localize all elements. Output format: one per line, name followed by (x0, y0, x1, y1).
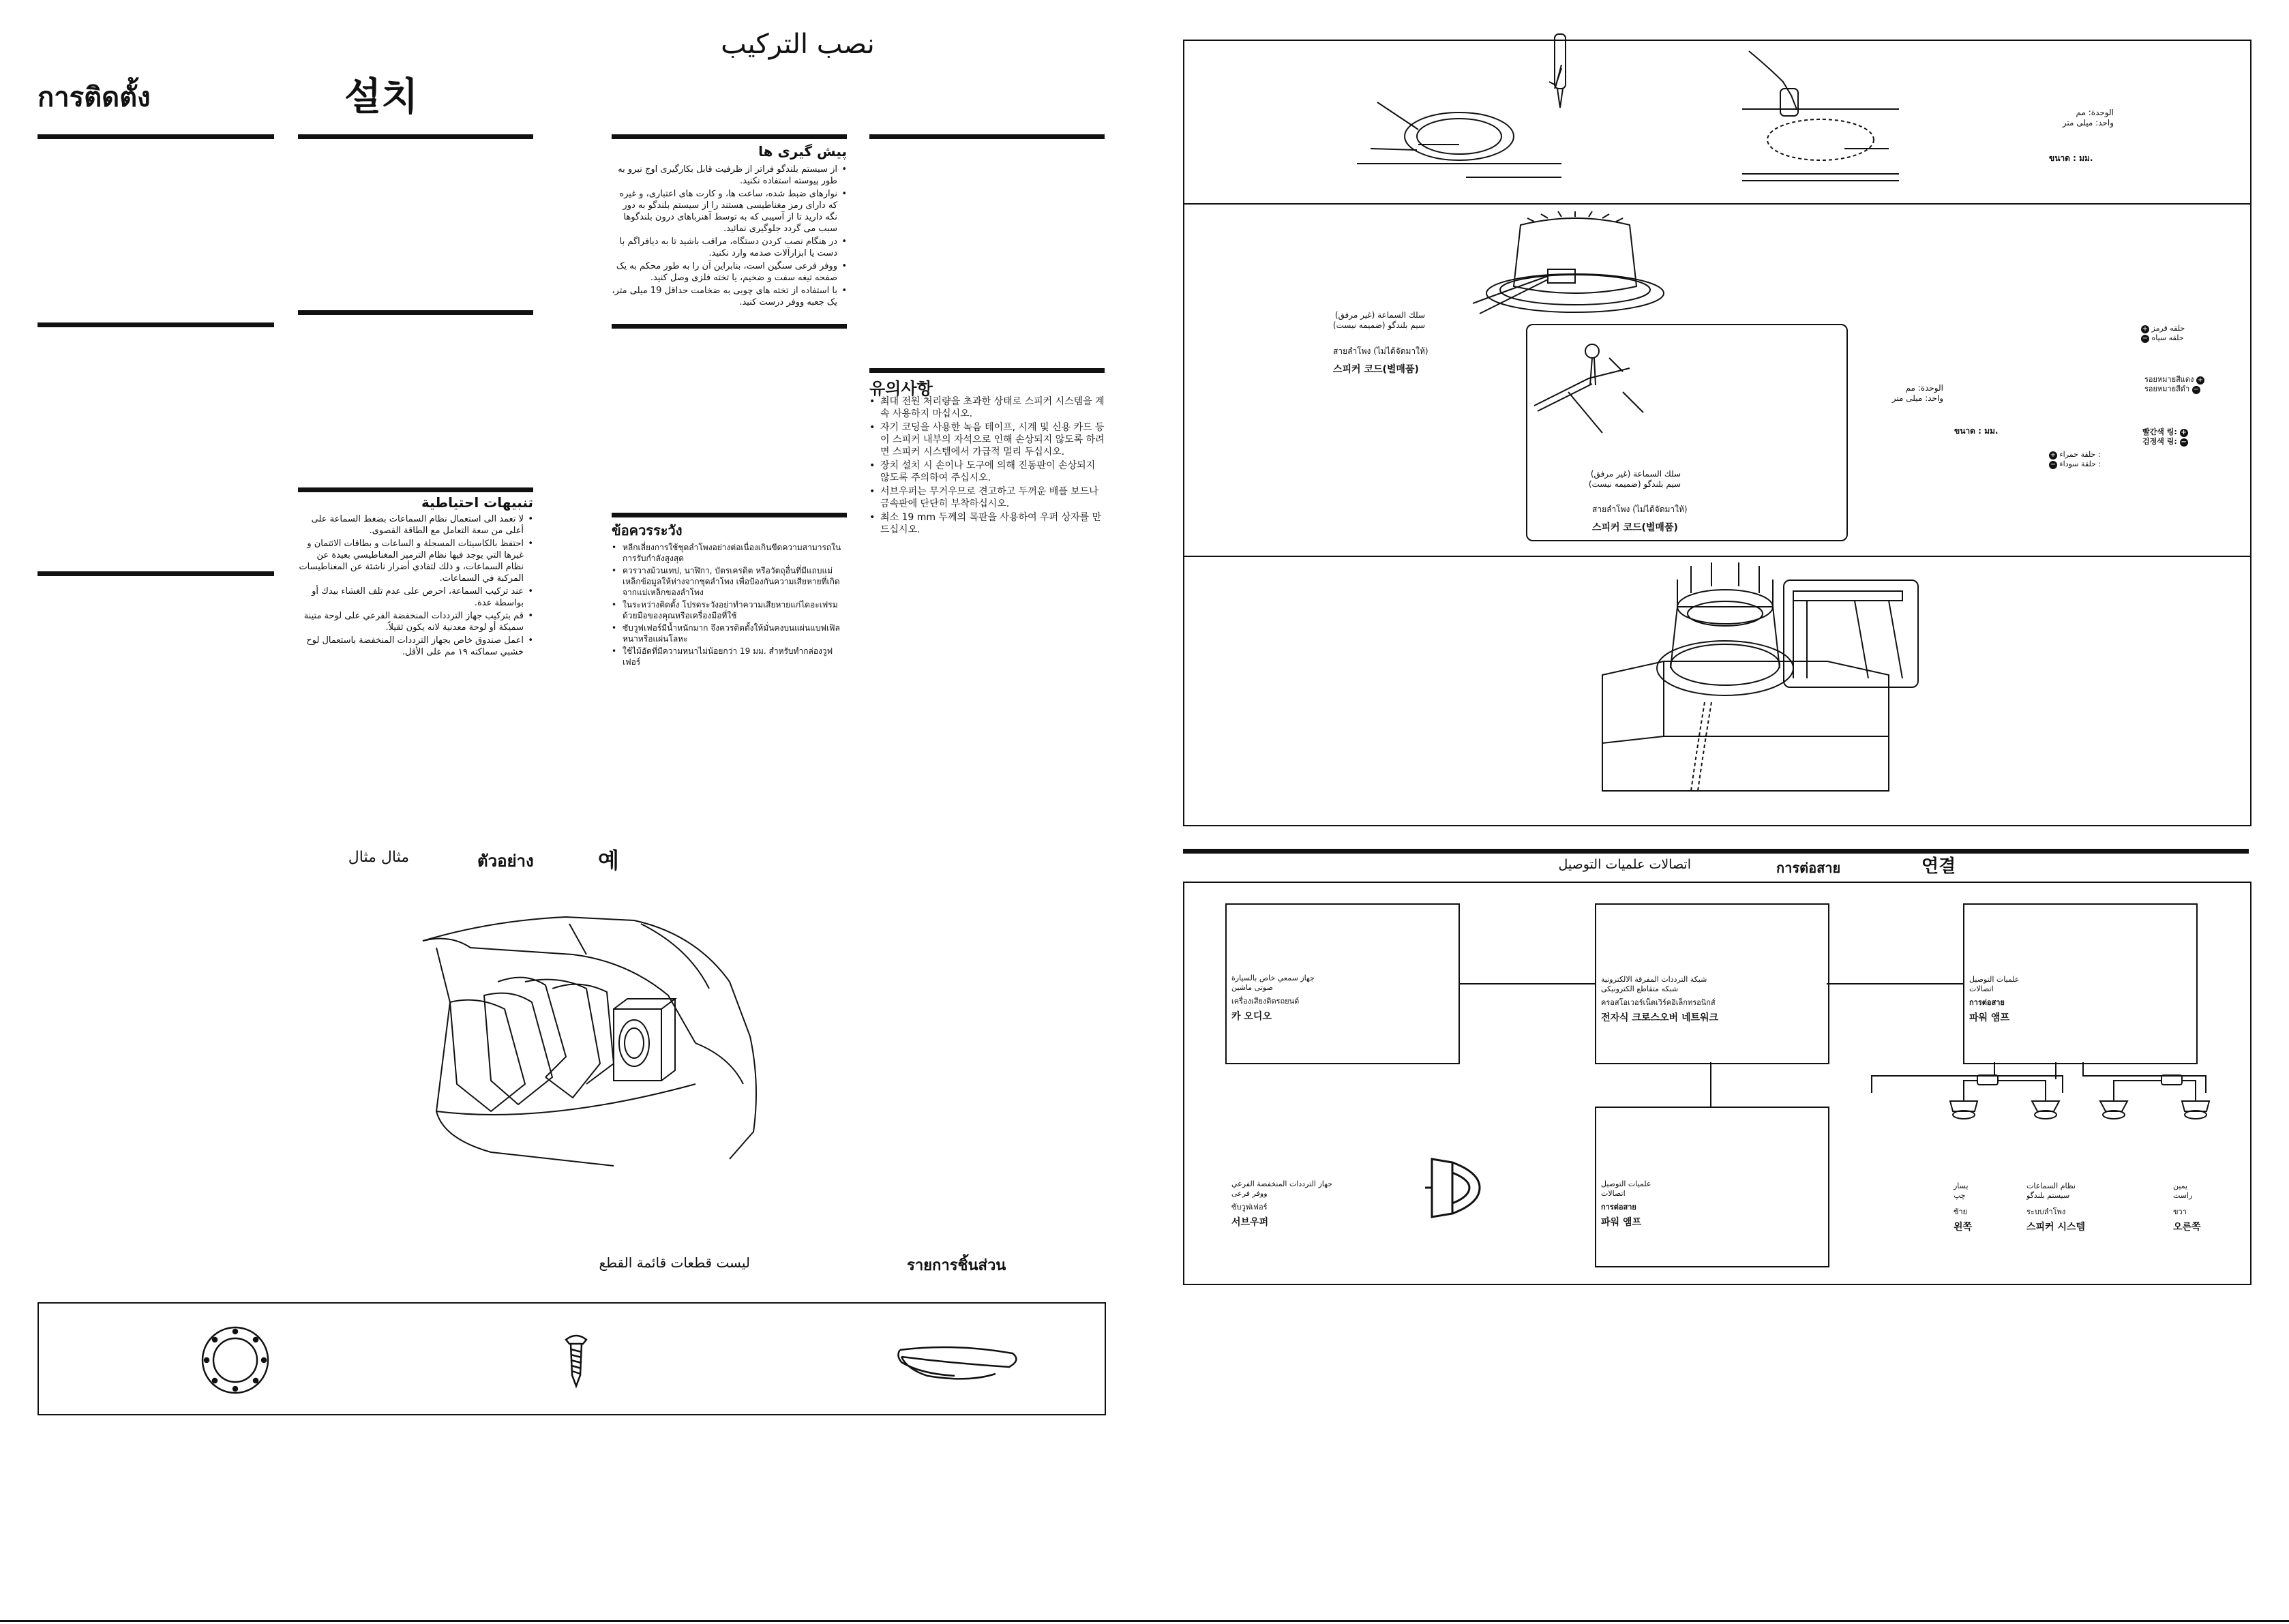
right-labels (2173, 1182, 2221, 1233)
sub-ar: جهاز الترددات المنخفضة الفرعي (1231, 1179, 1332, 1188)
left-fa: یسار (1954, 1182, 1969, 1190)
rule-col1-top (38, 134, 274, 139)
right-fa: راست (2173, 1191, 2193, 1200)
list-item: • از سیستم بلندگو فراتر از ظرفیت قابل بکارگیری اوج نیرو به طور پیوسته استفاده نکنید. (612, 164, 847, 187)
sub-fa: ووفر فرعی (1231, 1189, 1268, 1198)
speaker-cord-th-1: สายลำโพง (ไม่ได้จัดมาให้) (1333, 346, 1428, 356)
rule-col4-top (869, 134, 1105, 139)
list-item: • لا تعمد الى استعمال نظام السماعات بضغط السماعة على أعلى من سعة التعامل مع الطاقة القصوى. (298, 513, 533, 537)
list-item: • اعمل صندوق خاص بجهاز الترددات المنخفضة باستعمال لوح خشبي سماكته ١٩ مم على الأقل. (298, 635, 533, 658)
install-divider-1 (1184, 203, 2250, 205)
left-ko: 왼쪽 (1954, 1222, 1973, 1233)
mounting-detail-illustration (1786, 583, 1913, 682)
polarity-top-thai (2144, 375, 2240, 394)
cutout-marking-illustration (1357, 68, 1561, 184)
farsi-precautions-list (612, 164, 847, 310)
list-item: • با استفاده از تخته های چوبی به ضخامت حداقل 19 میلی متر، یک جعبه ووفر درست کنید. (612, 285, 847, 308)
minus-icon: − (2142, 335, 2149, 342)
thai-precautions-title: ข้อควรระวัง (612, 522, 683, 539)
rule-col4-mid (869, 368, 1105, 373)
cord-ar: سلك السماعة (غير مرفق) (1334, 310, 1425, 320)
polarity-ko-minus: 검정색 링: (2142, 437, 2177, 446)
rule-col3-top (612, 134, 847, 139)
spk-fa: سیستم بلندگو (2026, 1191, 2070, 1200)
right-ar: يمين (2173, 1182, 2188, 1190)
korean-precautions-list (869, 395, 1105, 537)
polarity-ar-plus: حلقه قرمز (2151, 324, 2185, 333)
amp-th: การต่อสาย (1969, 998, 2005, 1007)
right-ko: 오른쪽 (2173, 1222, 2201, 1233)
unit-fa: واحد: میلی متر (1891, 393, 1943, 403)
list-item: • ในระหว่างติดตั้ง โปรดระวังอย่าทำความเสียหายแก่ไดอะเฟรมด้วยมือของคุณหรือเครื่องมือที่ใช้ (612, 599, 847, 621)
car-audio-fa: صوتی ماشین (1231, 983, 1273, 992)
plus-icon: + (2197, 376, 2204, 384)
spk-th: ระบบลำโพง (2026, 1207, 2066, 1216)
speaker-cord-label-2 (1517, 469, 1681, 490)
list-item: • ควรวางม้วนเทป, นาฬิกา, บัตรเครดิต หรือวัตถุอื่นที่มีแถบแม่เหล็กข้อมูลให้ห่างจากชุดลำโพง เพื่อป้องกันความเสียหายที่เกิดจากแม่เหล็กของลำโพง (612, 565, 847, 598)
plus-icon: + (2142, 325, 2149, 333)
car-audio-th: เครื่องเสียงติดรถยนต์ (1231, 997, 1300, 1006)
sub-th: ซับวูฟเฟอร์ (1231, 1203, 1268, 1212)
list-item: • ซับวูฟเฟอร์มีน้ำหนักมาก จึงควรติดตั้งให้มั่นคงบนแผ่นแบฟเฟิลหนาหรือแผ่นโลหะ (612, 622, 847, 644)
crossover-fa: شبکه متقاطع الکترونیکی (1601, 984, 1679, 993)
car-audio-ko: 카 오디오 (1231, 1011, 1272, 1022)
unit-fa: واحد: میلی متر (2062, 118, 2114, 127)
minus-icon: − (2193, 386, 2199, 393)
cutting-illustration (1742, 48, 1899, 184)
amp-ko: 파워 앰프 (1969, 1012, 2009, 1023)
left-th: ซ้าย (1954, 1207, 1968, 1216)
car-illustration (409, 907, 764, 1173)
subwoofer-icon (1425, 1156, 1486, 1220)
list-item: • หลีกเลี่ยงการใช้ชุดลำโพงอย่างต่อเนื่องเกินขีดความสามารถในการรับกำลังสูงสุด (612, 542, 847, 564)
thai-title: การติดตั้ง (38, 82, 151, 113)
crossover-ko: 전자식 크로스오버 네트워크 (1601, 1012, 1719, 1023)
polarity-ar-minus: حلقة سوداء : (2059, 460, 2101, 468)
plus-icon: + (2181, 429, 2187, 436)
rule-col2-mid (298, 310, 533, 315)
arabic-precautions-title: تنبيهات احتياطية (421, 494, 533, 511)
speaker-cord-th-2: สายลำโพง (ไม่ได้จัดมาให้) (1592, 505, 1688, 514)
spk-ar: نظام السماعات (2026, 1182, 2076, 1190)
spk-ko: 스피커 시스템 (2026, 1222, 2086, 1233)
plus-icon: + (2050, 451, 2056, 459)
amp-ko: 파워 앰프 (1601, 1217, 1641, 1228)
farsi-precautions-title: پیش گیری ها (758, 143, 847, 160)
polarity-th-minus: รอยหมายสีดำ (2144, 385, 2190, 393)
unit-label-1 (2011, 108, 2114, 128)
unit-th-2: ขนาด : มม. (1954, 426, 1999, 436)
power-amp-top-labels (1969, 975, 2106, 1024)
polarity-ko-plus: 빨간색 링: (2142, 427, 2177, 436)
list-item: • 최소 19 mm 두께의 목판을 사용하여 우퍼 상자를 만드십시오. (869, 511, 1105, 536)
unit-label-2 (1841, 383, 1943, 404)
rule-col3-thai (612, 513, 847, 517)
korean-precautions-title: 유의사항 (869, 379, 933, 398)
crossover-th: ครอสโอเวอร์เน็ตเวิร์คอิเล็กทรอนิกส์ (1601, 998, 1716, 1007)
amp-th: การต่อสาย (1601, 1203, 1636, 1212)
parts-list-thai: รายการชิ้นส่วน (907, 1257, 1006, 1274)
crossover-labels (1601, 975, 1765, 1024)
mounting-ring-icon (198, 1326, 273, 1394)
connection-rule (1183, 849, 2249, 854)
terminal-detail-illustration (1527, 331, 1705, 433)
amp-fa: اتصالات (1601, 1189, 1626, 1198)
polarity-bottom-korean (2142, 427, 2238, 447)
minus-icon: − (2181, 438, 2187, 446)
connection-arabic: اتصالات علميات التوصيل (1558, 857, 1691, 872)
unit-ar: الوحدة: مم (2076, 108, 2114, 117)
speaker-wiring-illustration (1473, 211, 1671, 320)
sub-ko: 서브우퍼 (1231, 1217, 1269, 1228)
list-item: • 서브우퍼는 무거우므로 견고하고 두꺼운 배플 보드나 금속판에 단단히 부착하십시오. (869, 485, 1105, 510)
list-item: • در هنگام نصب کردن دستگاه، مراقب باشید تا به دیافراگم با دست یا ابزارآلات صدمه وارد نکنید. (612, 236, 847, 259)
speaker-system-icons (1950, 1074, 2209, 1122)
korean-title: 설치 (344, 75, 419, 119)
list-item: • ووفر فرعی سنگین است، بنابراین آن را به طور محکم به یک صفحه تیغه سفت و ضخیم، یا تخته فلزی وصل کنید. (612, 260, 847, 284)
unit-th-1: ขนาด : มม. (2049, 153, 2093, 163)
left-ar: چپ (1954, 1191, 1966, 1200)
amp-ar: علميات التوصيل (1969, 975, 2020, 984)
right-th: ขวา (2173, 1207, 2187, 1216)
cord-bundle-icon (893, 1336, 1023, 1384)
rule-col1-mid (38, 322, 274, 327)
parts-list-arabic: ليست قطعات قائمة القطع (599, 1254, 750, 1271)
arabic-precautions-list (298, 513, 533, 659)
polarity-top (2141, 324, 2223, 343)
amp-ar: علميات التوصيل (1601, 1179, 1651, 1188)
cord-fa: سیم بلندگو (ضمیمه نیست) (1332, 320, 1425, 330)
example-thai: ตัวอย่าง (477, 852, 534, 871)
list-item: • 장치 설치 시 손이나 도구에 의해 진동판이 손상되지 않도록 주의하여 주십시오. (869, 460, 1105, 484)
list-item: • 자기 코딩을 사용한 녹음 테이프, 시계 및 신용 카드 등이 스피커 내부의 자석으로 인해 손상되지 않도록 하려면 스피커 시스템에서 가급적 멀리 두십시오. (869, 421, 1105, 458)
list-item: • ใช้ไม้อัดที่มีความหนาไม่น้อยกว่า 19 มม. สำหรับทำกล่องวูฟเฟอร์ (612, 646, 847, 667)
minus-icon: − (2050, 461, 2056, 468)
speaker-cord-ko-1: 스피커 코드(별매품) (1333, 364, 1419, 375)
rule-col2-arabic (298, 487, 533, 492)
polarity-th-plus: รอยหมายสีแดง (2144, 375, 2194, 384)
connection-thai: การต่อสาย (1776, 860, 1841, 876)
car-audio-labels (1231, 974, 1368, 1023)
drill-icon (1548, 27, 1572, 109)
install-divider-2 (1184, 556, 2250, 557)
rule-col2-top (298, 134, 533, 139)
polarity-bottom-arabic (2049, 450, 2131, 469)
rule-col1-low (38, 571, 274, 576)
page-bottom-rule (0, 1620, 2289, 1622)
thai-precautions-list (612, 542, 847, 669)
subwoofer-labels (1231, 1179, 1368, 1229)
speaker-cord-ko-2: 스피커 코드(별매품) (1592, 522, 1678, 533)
power-amp-bottom-labels (1601, 1179, 1737, 1229)
polarity-ar-minus: حلقه سیاه (2151, 333, 2184, 342)
example-korean: 예 (598, 847, 619, 873)
left-labels (1954, 1182, 2001, 1233)
list-item: • نوارهای ضبط شده، ساعت ها، و کارت های اعتباری، و غیره که دارای رمز مغناطیسی هستند را از سیستم بلندگو به دور نگه دارید تا از آسیبی که به توسط آهنرباهای درون بلندگوها سبب می گردد جلوگیری نمائید. (612, 188, 847, 235)
list-item: • احتفظ بالكاسيتات المسجلة و الساعات و بطاقات الائتمان و غيرها التي يوجد فيها نظام الترميز المغناطيسي بعيدة عن نظام السماعات، و ذلك لتفادي أضرار ناشئة عن المغناطيسات المركبة في السماعات. (298, 538, 533, 584)
list-item: • عند تركيب السماعة، احرص على عدم تلف الغشاء بيدك أو بواسطة عدة. (298, 586, 533, 609)
speaker-cord-label-1 (1255, 310, 1425, 331)
screw-icon (563, 1333, 590, 1387)
arabic-title: نصب التركيب (721, 29, 875, 60)
list-item: • 최대 전원 처리량을 초과한 상태로 스피커 시스템을 계속 사용하지 마십시오. (869, 395, 1105, 420)
polarity-ar-plus: حلقة حمراء : (2059, 450, 2101, 459)
unit-ar: الوحدة: مم (1905, 383, 1943, 393)
rule-col3-mid (612, 324, 847, 329)
example-arabic: مثال مثال (348, 849, 409, 866)
speaker-system-labels (2026, 1182, 2108, 1233)
cord-ar: سلك السماعة (غير مرفق) (1590, 469, 1681, 479)
connection-korean: 연결 (1921, 856, 1956, 877)
cord-fa: سیم بلندگو (ضمیمه نیست) (1588, 479, 1681, 489)
crossover-ar: شبكة الترددات المفرقة الالكترونية (1601, 975, 1707, 984)
car-audio-ar: جهاز سمعي خاص بالسيارة (1231, 974, 1315, 982)
list-item: • قم بتركيب جهاز الترددات المنخفضة الفرعي على لوحة متينة سميكة أو لوحة معدنية لانه يكون ثقيلاً. (298, 610, 533, 633)
amp-fa: اتصالات (1969, 984, 1994, 993)
